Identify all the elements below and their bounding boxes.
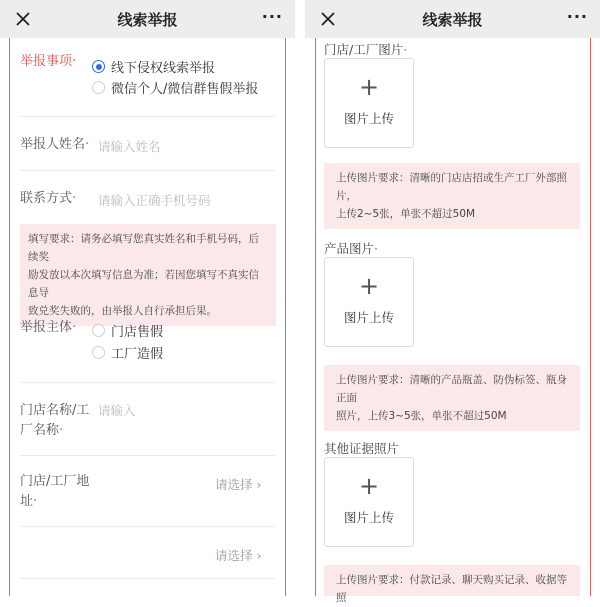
radio-offline[interactable] xyxy=(92,60,105,73)
store-photo-upload-button[interactable] xyxy=(324,58,414,148)
reporter-name-input[interactable]: 请输入姓名 xyxy=(98,139,161,154)
plus-icon: + xyxy=(358,272,380,300)
address-label-line: 址 xyxy=(20,494,34,509)
notice-line: 填写要求：请务必填写您真实姓名和手机号码，后续奖 xyxy=(28,233,259,263)
report-form xyxy=(9,38,286,596)
address-label-line: 门店/工厂地 xyxy=(20,474,90,489)
option-factory-fake[interactable]: 工厂造假 xyxy=(111,347,164,362)
upload-label: 图片上传 xyxy=(343,111,394,126)
notice-line: 上传2~5张，单张不超过50M xyxy=(336,208,476,220)
required-mark: · xyxy=(72,320,77,335)
store-photo-requirement-notice xyxy=(324,163,580,229)
top-bar xyxy=(305,0,600,38)
detail-address-select[interactable]: 请选择 › xyxy=(215,548,262,563)
subject-label xyxy=(20,318,76,338)
notice-line: 致兑奖失败的，由举报人自行承担后果。 xyxy=(28,305,217,317)
evidence-photo-requirement-notice xyxy=(324,565,580,604)
required-mark: · xyxy=(59,423,64,438)
more-icon[interactable]: ··· xyxy=(261,7,283,26)
divider xyxy=(20,578,275,579)
store-name-input[interactable]: 请输入 xyxy=(98,403,136,418)
option-wechat[interactable]: 微信个人/微信群售假举报 xyxy=(111,82,259,97)
divider xyxy=(20,300,275,301)
phone-input[interactable]: 请输入正确手机号码 xyxy=(98,193,211,208)
store-name-label xyxy=(20,401,89,441)
divider xyxy=(20,455,275,456)
contact-label-text: 联系方式 xyxy=(20,191,73,206)
evidence-photos-label-text: 其他证据照片 xyxy=(324,441,400,456)
product-photo-requirement-notice xyxy=(324,365,580,431)
store-name-label-line: 厂名称 xyxy=(20,423,60,438)
left-screen xyxy=(0,0,295,596)
radio-factory-fake[interactable] xyxy=(92,346,105,359)
divider xyxy=(20,116,275,117)
more-icon[interactable]: ··· xyxy=(566,7,588,26)
evidence-photos-label xyxy=(324,439,399,457)
top-bar xyxy=(0,0,295,38)
store-photos-label xyxy=(324,40,407,58)
notice-line: 上传图片要求：清晰的门店店招或生产工厂外部照片， xyxy=(336,172,567,202)
required-mark: · xyxy=(72,191,77,206)
upload-label: 图片上传 xyxy=(343,310,394,325)
option-offline[interactable]: 线下侵权线索举报 xyxy=(111,61,216,76)
reporter-name-label xyxy=(20,135,89,155)
notice-line: 照片，上传3~5张，单张不超过50M xyxy=(336,410,507,422)
notice-line: 励发放以本次填写信息为准；若因您填写不真实信息导 xyxy=(28,269,259,299)
required-mark: · xyxy=(85,137,90,152)
required-mark: · xyxy=(374,241,378,256)
store-photos-label-text: 门店/工厂图片 xyxy=(324,42,404,57)
radio-wechat[interactable] xyxy=(92,81,105,94)
required-mark: · xyxy=(33,494,38,509)
divider xyxy=(20,382,275,383)
required-mark: · xyxy=(72,54,77,69)
reporter-name-label-text: 举报人姓名 xyxy=(20,137,86,152)
evidence-photo-upload-button[interactable] xyxy=(324,457,414,547)
address-label xyxy=(20,472,89,512)
product-photos-label xyxy=(324,239,378,257)
page-title: 线索举报 xyxy=(117,11,178,29)
page-title: 线索举报 xyxy=(422,11,483,29)
report-item-label xyxy=(20,52,76,72)
divider xyxy=(20,170,275,171)
upload-form xyxy=(315,38,591,604)
plus-icon: + xyxy=(358,73,380,101)
notice-line: 上传图片要求：付款记录、聊天购买记录、收据等照 xyxy=(336,574,567,604)
address-select[interactable]: 请选择 › xyxy=(215,477,262,492)
fill-requirement-notice xyxy=(20,224,276,326)
divider xyxy=(20,526,275,527)
required-mark: · xyxy=(403,42,408,57)
store-name-label-line: 门店名称/工 xyxy=(20,403,90,418)
notice-line: 上传图片要求：清晰的产品瓶盖、防伪标签、瓶身正面 xyxy=(336,374,567,404)
subject-label-text: 举报主体 xyxy=(20,320,73,335)
plus-icon: + xyxy=(358,472,380,500)
radio-store-fake[interactable] xyxy=(92,324,105,337)
product-photos-label-text: 产品图片 xyxy=(324,241,375,256)
upload-label: 图片上传 xyxy=(343,510,394,525)
product-photo-upload-button[interactable] xyxy=(324,257,414,347)
contact-label xyxy=(20,189,76,209)
report-item-label-text: 举报事项 xyxy=(20,54,73,69)
right-screen xyxy=(305,0,600,604)
option-store-fake[interactable]: 门店售假 xyxy=(111,325,164,340)
